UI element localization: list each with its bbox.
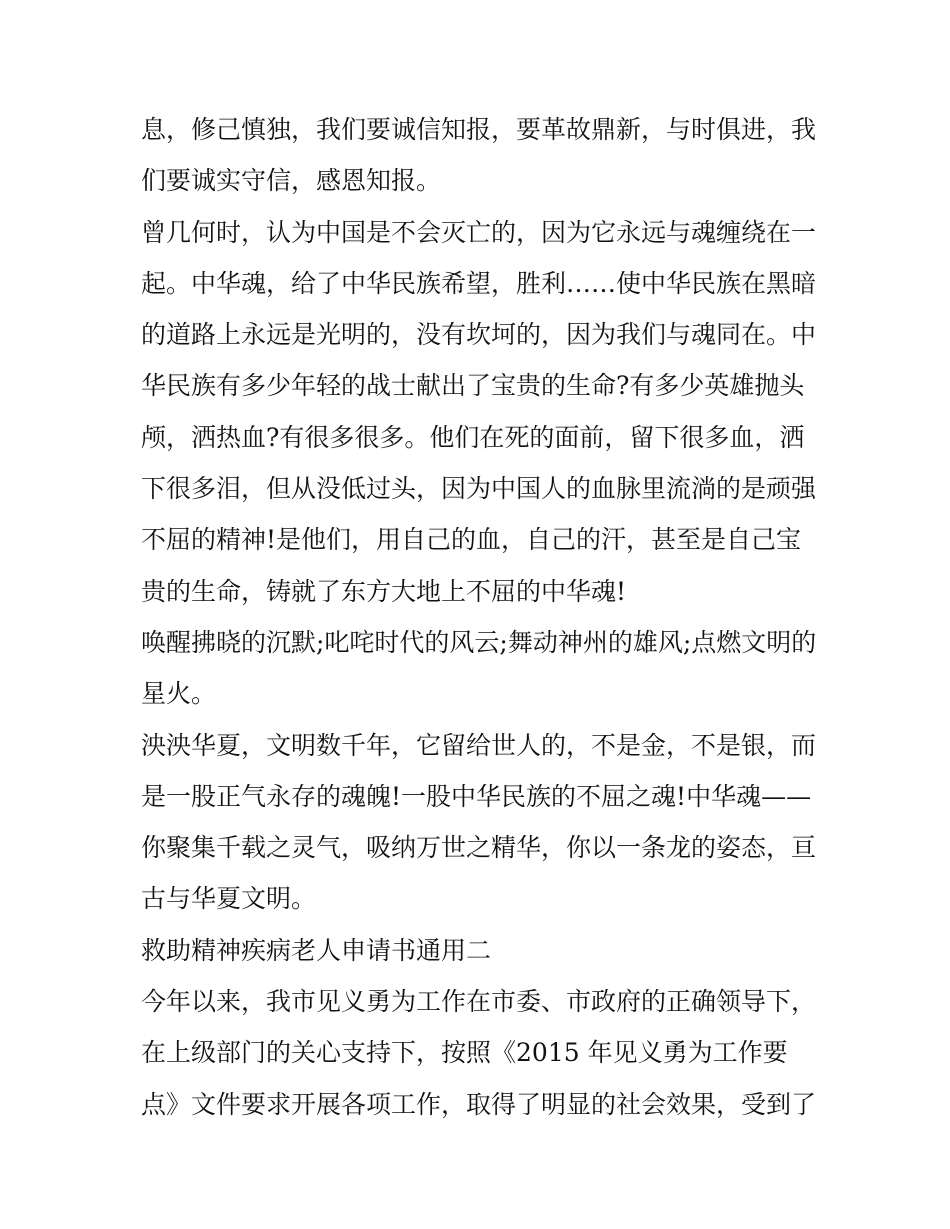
text-line: 不屈的精神!是他们，用自己的血，自己的汗，甚至是自己宝 — [141, 525, 802, 555]
text-line: 今年以来，我市见义勇为工作在市委、市政府的正确领导下， — [141, 987, 817, 1017]
text-line: 点》文件要求开展各项工作，取得了明显的社会效果，受到了 — [141, 1089, 817, 1119]
text-line: 颅，洒热血?有很多很多。他们在死的面前，留下很多血，洒 — [141, 422, 805, 452]
text-line: 起。中华魂，给了中华民族希望，胜利……使中华民族在黑暗 — [141, 268, 817, 298]
text-line: 华民族有多少年轻的战士献出了宝贵的生命?有多少英雄抛头 — [141, 371, 805, 401]
text-line: 唤醒拂晓的沉默;叱咤时代的风云;舞动神州的雄风;点燃文明的 — [141, 627, 817, 657]
text-line: 息，修己慎独，我们要诚信知报，要革故鼎新，与时俱进，我 — [141, 115, 817, 144]
document-body — [141, 104, 817, 1130]
text-line: 们要诚实守信，感恩知报。 — [141, 166, 442, 196]
section-heading: 救助精神疾病老人申请书通用二 — [141, 935, 492, 965]
text-line: 星火。 — [141, 679, 217, 709]
text-line: 的道路上永远是光明的，没有坎坷的，因为我们与魂同在。中 — [141, 320, 817, 350]
text-line: 泱泱华夏，文明数千年，它留给世人的，不是金，不是银，而 — [141, 730, 817, 760]
text-line: 在上级部门的关心支持下，按照《2015 年见义勇为工作要 — [141, 1038, 788, 1068]
text-line: 曾几何时，认为中国是不会灭亡的，因为它永远与魂缠绕在一 — [141, 217, 817, 247]
text-line: 贵的生命，铸就了东方大地上不屈的中华魂! — [141, 576, 627, 606]
text-line: 下很多泪，但从没低过头，因为中国人的血脉里流淌的是顽强 — [141, 474, 817, 504]
text-line: 你聚集千载之灵气，吸纳万世之精华，你以一条龙的姿态，亘 — [141, 833, 817, 863]
text-line: 是一股正气永存的魂魄!一股中华民族的不屈之魂!中华魂—— — [141, 781, 812, 811]
text-line: 古与华夏文明。 — [141, 884, 317, 914]
